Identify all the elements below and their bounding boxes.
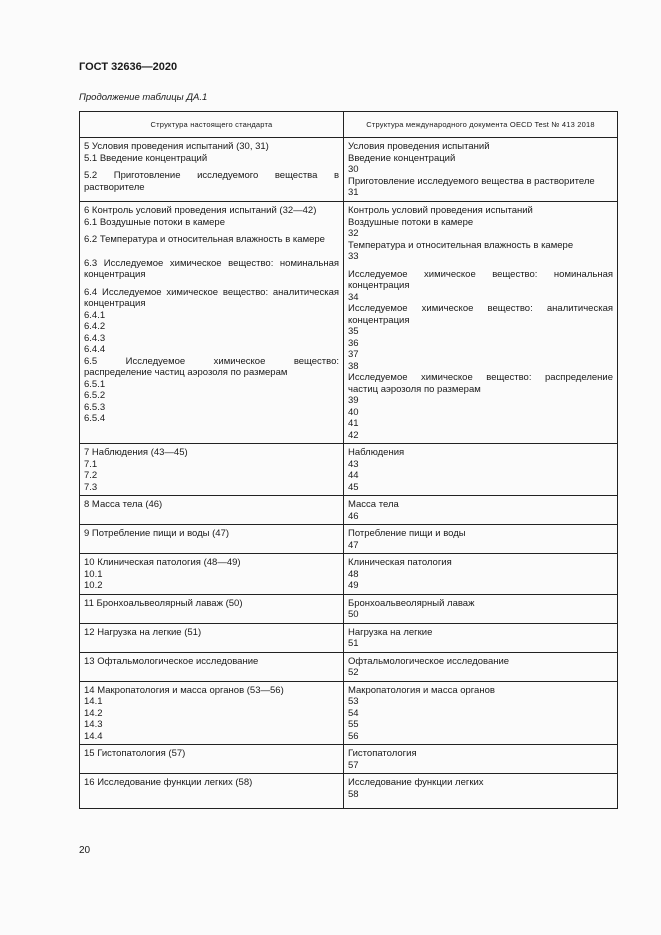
cell-standard xyxy=(80,138,344,202)
section-heading: 15 Гистопатология (57) xyxy=(84,748,186,759)
cell-standard xyxy=(80,681,344,745)
subsection-line: распределение частиц аэрозоля по размерам xyxy=(84,367,288,378)
oecd-line: концентрация xyxy=(348,280,410,291)
cell-oecd xyxy=(344,554,618,595)
oecd-heading: Контроль условий проведения испытаний xyxy=(348,205,533,216)
cell-oecd xyxy=(344,774,618,809)
paragraph-number: 37 xyxy=(348,349,359,360)
subsection-line: 14.4 xyxy=(84,730,103,742)
table-row-section-15 xyxy=(80,745,618,774)
subsection-line: 5.1 Введение концентраций xyxy=(84,152,208,164)
table-row-section-14 xyxy=(80,681,618,745)
oecd-heading: Условия проведения испытаний xyxy=(348,141,490,152)
paragraph-number: 58 xyxy=(348,788,359,800)
correspondence-table xyxy=(79,111,618,809)
oecd-line: Воздушные потоки в камере xyxy=(348,216,474,228)
cell-oecd xyxy=(344,202,618,444)
oecd-line: Введение концентраций xyxy=(348,152,456,164)
paragraph-number: 35 xyxy=(348,326,359,337)
cell-oecd xyxy=(344,496,618,525)
cell-standard xyxy=(80,652,344,681)
paragraph-number: 36 xyxy=(348,337,359,349)
cell-standard xyxy=(80,745,344,774)
subsection-line: 6.4 Исследуемое химическое вещество: аналитическая xyxy=(84,286,339,298)
paragraph-number: 31 xyxy=(348,187,359,198)
subsection-line: 5.2 Приготовление исследуемого вещества в xyxy=(84,170,339,181)
section-heading: 13 Офтальмологическое исследование xyxy=(84,655,259,667)
oecd-line: концентрация xyxy=(348,314,410,326)
paragraph-number: 40 xyxy=(348,406,359,418)
oecd-line: Исследуемое химическое вещество: распределение xyxy=(348,372,613,383)
subsection-line: 6.4.3 xyxy=(84,332,106,344)
paragraph-number: 33 xyxy=(348,251,359,262)
subsection-line: 7.3 xyxy=(84,481,98,493)
oecd-line: Приготовление исследуемого вещества в растворителе xyxy=(348,175,595,187)
table-row-section-8 xyxy=(80,496,618,525)
subsection-line: 14.1 xyxy=(84,696,103,707)
cell-oecd xyxy=(344,444,618,496)
table-row-section-7 xyxy=(80,444,618,496)
cell-standard xyxy=(80,594,344,623)
subsection-line: 6.2 Температура и относительная влажность в камере xyxy=(84,234,325,245)
paragraph-number: 34 xyxy=(348,291,359,303)
paragraph-number: 41 xyxy=(348,418,359,429)
cell-oecd xyxy=(344,745,618,774)
table-row-section-10 xyxy=(80,554,618,595)
table-row-section-16 xyxy=(80,774,618,809)
paragraph-number: 49 xyxy=(348,580,359,591)
paragraph-number: 42 xyxy=(348,429,359,441)
paragraph-number: 51 xyxy=(348,638,359,649)
section-heading: 14 Макропатология и масса органов (53—56) xyxy=(84,684,284,696)
paragraph-number: 46 xyxy=(348,510,359,522)
paragraph-number: 38 xyxy=(348,360,359,372)
table-row-section-9 xyxy=(80,525,618,554)
paragraph-number: 39 xyxy=(348,395,359,406)
table-row-section-11 xyxy=(80,594,618,623)
paragraph-number: 53 xyxy=(348,696,359,707)
paragraph-number: 30 xyxy=(348,164,359,175)
oecd-line: Исследуемое химическое вещество: номинальная xyxy=(348,268,613,280)
subsection-line: 6.4.2 xyxy=(84,321,106,332)
subsection-line: концентрация xyxy=(84,269,146,280)
table-row-section-5 xyxy=(80,138,618,202)
cell-standard xyxy=(80,444,344,496)
subsection-line: 6.5.4 xyxy=(84,413,106,424)
paragraph-number: 45 xyxy=(348,481,359,493)
oecd-heading: Исследование функции легких xyxy=(348,777,484,788)
oecd-heading: Бронхоальвеолярный лаваж xyxy=(348,597,475,609)
oecd-heading: Нагрузка на легкие xyxy=(348,626,433,638)
subsection-line: 6.5.2 xyxy=(84,390,106,401)
paragraph-number: 43 xyxy=(348,458,359,470)
paragraph-number: 32 xyxy=(348,228,359,239)
paragraph-number: 50 xyxy=(348,609,359,620)
table-header-row xyxy=(80,112,618,138)
subsection-line: 6.5.3 xyxy=(84,401,106,413)
paragraph-number: 48 xyxy=(348,568,359,580)
subsection-line: 7.1 xyxy=(84,458,98,470)
cell-oecd xyxy=(344,594,618,623)
paragraph-number: 54 xyxy=(348,707,359,719)
header-standard-structure: Структура настоящего стандарта xyxy=(80,112,344,138)
section-heading: 8 Масса тела (46) xyxy=(84,499,163,510)
paragraph-number: 57 xyxy=(348,759,359,771)
cell-standard xyxy=(80,496,344,525)
table-caption: Продолжение таблицы ДА.1 xyxy=(79,92,208,103)
cell-standard xyxy=(80,525,344,554)
paragraph-number: 44 xyxy=(348,470,359,481)
section-heading: 16 Исследование функции легких (58) xyxy=(84,777,253,788)
oecd-line: частиц аэрозоля по размерам xyxy=(348,383,481,395)
section-heading: 12 Нагрузка на легкие (51) xyxy=(84,626,202,638)
section-heading: 7 Наблюдения (43—45) xyxy=(84,447,188,458)
subsection-line: 7.2 xyxy=(84,470,98,481)
subsection-line: концентрация xyxy=(84,298,146,309)
cell-oecd xyxy=(344,623,618,652)
subsection-line: 6.4.1 xyxy=(84,309,106,321)
subsection-line: 14.3 xyxy=(84,719,103,730)
page-number: 20 xyxy=(79,845,91,856)
paragraph-number: 56 xyxy=(348,730,359,742)
subsection-line: растворителе xyxy=(84,181,145,193)
section-heading: 5 Условия проведения испытаний (30, 31) xyxy=(84,141,269,152)
oecd-heading: Гистопатология xyxy=(348,748,417,759)
paragraph-number: 47 xyxy=(348,539,359,551)
oecd-line: Исследуемое химическое вещество: аналитическая xyxy=(348,303,613,314)
table-row-section-12 xyxy=(80,623,618,652)
cell-standard xyxy=(80,202,344,444)
oecd-heading: Офтальмологическое исследование xyxy=(348,655,510,667)
document-code: ГОСТ 32636—2020 xyxy=(79,61,178,73)
subsection-line: 10.2 xyxy=(84,580,103,591)
cell-oecd xyxy=(344,652,618,681)
cell-standard xyxy=(80,774,344,809)
subsection-line: 6.5.1 xyxy=(84,378,106,390)
cell-standard xyxy=(80,554,344,595)
oecd-heading: Потребление пищи и воды xyxy=(348,528,466,539)
oecd-heading: Макропатология и масса органов xyxy=(348,684,495,696)
oecd-heading: Масса тела xyxy=(348,499,399,510)
cell-oecd xyxy=(344,525,618,554)
section-heading: 9 Потребление пищи и воды (47) xyxy=(84,528,230,539)
subsection-line: 6.3 Исследуемое химическое вещество: номинальная xyxy=(84,257,339,269)
subsection-line: 10.1 xyxy=(84,568,103,580)
paragraph-number: 55 xyxy=(348,719,359,730)
subsection-line: 6.5 Исследуемое химическое вещество: xyxy=(84,355,339,367)
cell-oecd xyxy=(344,681,618,745)
table-row-section-6 xyxy=(80,202,618,444)
paragraph-number: 52 xyxy=(348,667,359,678)
section-heading: 11 Бронхоальвеолярный лаваж (50) xyxy=(84,597,243,609)
header-oecd-structure: Структура международного документа OECD Test № 413 2018 xyxy=(344,112,618,138)
subsection-line: 6.1 Воздушные потоки в камере xyxy=(84,216,225,228)
section-heading: 6 Контроль условий проведения испытаний (32—42) xyxy=(84,205,317,216)
cell-standard xyxy=(80,623,344,652)
subsection-line: 6.4.4 xyxy=(84,344,106,355)
oecd-line: Температура и относительная влажность в камере xyxy=(348,239,574,251)
subsection-line: 14.2 xyxy=(84,707,103,719)
oecd-heading: Наблюдения xyxy=(348,447,405,458)
cell-oecd xyxy=(344,138,618,202)
section-heading: 10 Клиническая патология (48—49) xyxy=(84,557,241,568)
table-row-section-13 xyxy=(80,652,618,681)
oecd-heading: Клиническая патология xyxy=(348,557,452,568)
